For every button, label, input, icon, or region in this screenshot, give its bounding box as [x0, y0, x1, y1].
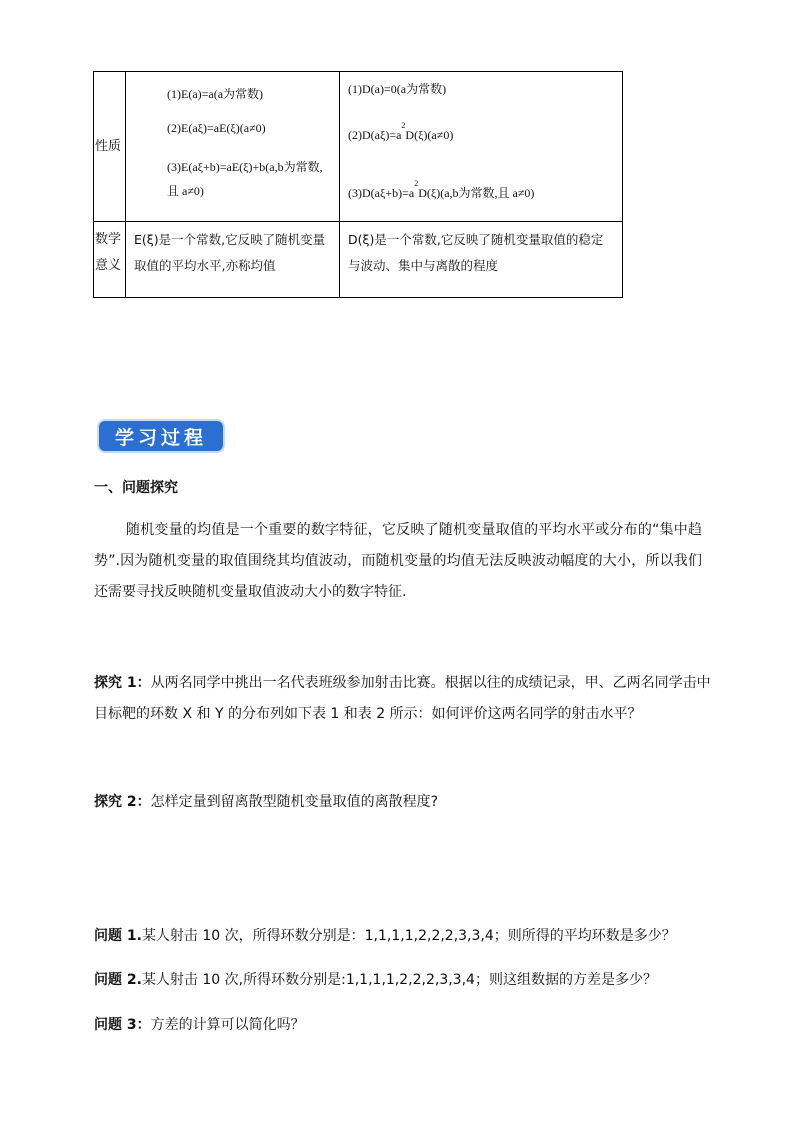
expectation-prop-1: (1)E(a)=a(a为常数) — [167, 87, 264, 101]
explore-2-label: 探究 2： — [94, 794, 151, 810]
explore-2 — [94, 787, 714, 818]
expectation-prop-3-cont: 且 a≠0) — [167, 184, 204, 198]
question-2-label: 问题 2. — [94, 972, 142, 988]
explore-2-text: 怎样定量到留离散型随机变量取值的离散程度? — [150, 794, 439, 810]
question-1-label: 问题 1. — [94, 928, 142, 944]
explore-1-text: 从两名同学中挑出一名代表班级参加射击比赛。根据以往的成绩记录，甲、乙两名同学击中目标靶的环数 X 和 Y 的分布列如下表 1 和表 2 所示：如何评价这两名同学的射击水平？ — [94, 675, 711, 722]
row-header-cell — [94, 222, 126, 298]
variance-prop-1: (1)D(a)=0(a为常数) — [348, 82, 447, 96]
section-heading: 一、问题探究 — [94, 480, 178, 496]
question-1 — [94, 921, 714, 952]
table-row-meaning — [94, 222, 623, 298]
expectation-meaning: E(ξ)是一个常数,它反映了随机变量取值的平均水平,亦称均值 — [126, 222, 340, 298]
row-header-cell — [94, 72, 126, 222]
expectation-prop-3: (3)E(aξ+b)=aE(ξ)+b(a,b为常数, — [167, 160, 323, 174]
variance-prop-3: $(3)D(a\xi+b)=a^2D(\xi)(a,b$为常数,且 a≠0) — [348, 179, 535, 200]
question-1-text: 某人射击 10 次，所得环数分别是：1,1,1,1,2,2,2,3,3,4；则所得的平均环数是多少？ — [141, 928, 676, 944]
row-header-meaning: 数学意义 — [95, 232, 122, 273]
section-badge-label: 学习过程 — [114, 426, 207, 449]
explore-1-label: 探究 1： — [94, 675, 151, 691]
explore-1 — [94, 668, 714, 730]
section-badge — [99, 421, 223, 451]
intro-paragraph: 随机变量的均值是一个重要的数字特征，它反映了随机变量取值的平均水平或分布的“集中趋势”.因为随机变量的取值围绕其均值波动，而随机变量的均值无法反映波动幅度的大小，所以我们还需要寻找反映随机变量取值波动大小的数字特征. — [94, 522, 702, 600]
table-row-properties — [94, 72, 623, 222]
question-3 — [94, 1010, 714, 1041]
question-2 — [94, 965, 714, 996]
question-3-label: 问题 3： — [94, 1017, 151, 1033]
variance-prop-2: $(2)D(a\xi)=a^2D(\xi)(a\ne 0)$ — [348, 121, 454, 142]
expectation-properties-cell — [126, 72, 340, 222]
expectation-prop-2: (2)E(aξ)=aE(ξ)(a≠0) — [167, 121, 266, 135]
variance-meaning: D(ξ)是一个常数,它反映了随机变量取值的稳定与波动、集中与离散的程度 — [340, 222, 623, 298]
variance-properties-cell — [340, 72, 623, 222]
row-header-properties: 性质 — [95, 138, 122, 154]
question-2-text: 某人射击 10 次,所得环数分别是:1,1,1,1,2,2,2,3,3,4；则这组数据的方差是多少？ — [141, 972, 657, 988]
question-3-text: 方差的计算可以简化吗？ — [150, 1017, 305, 1033]
properties-table — [93, 71, 623, 298]
